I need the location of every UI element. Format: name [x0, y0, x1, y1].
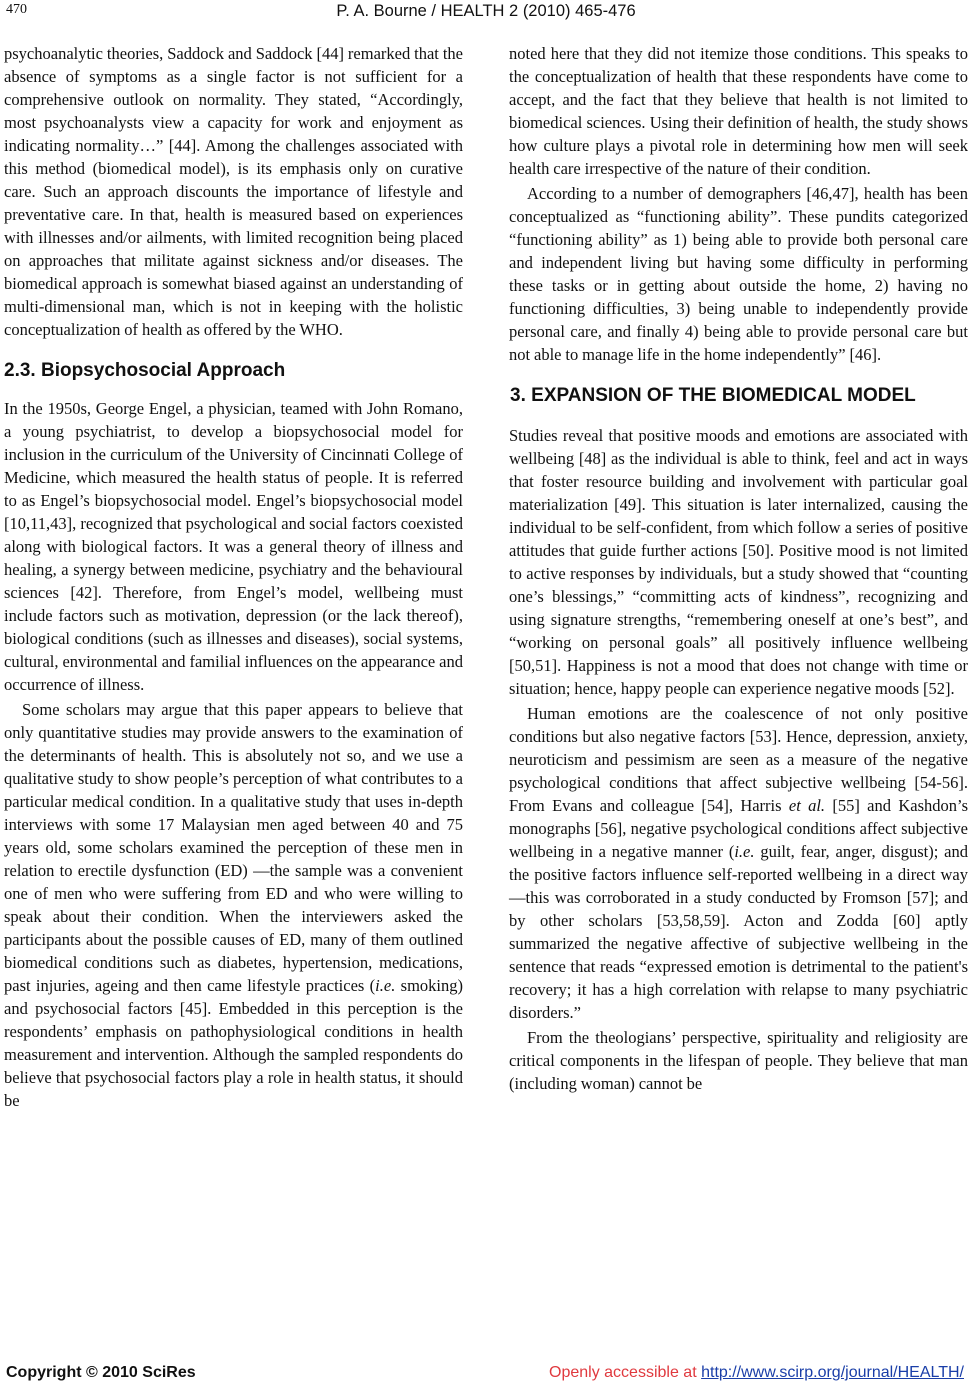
text-run: guilt, fear, anger, disgust); and the positive factors influence self-reported wellbeing in a direct way—this was corroborated in a study conducted by Fromson [57]; and by other scholars [53,58,59]. Acton and Zodda [60] aptly summarized the negative affective of subjective wellbeing in the sentence that reads “expressed emotion is detrimental to the patient's recovery; it has a high correlation with relapse to many psychiatric disorders.”: [509, 842, 968, 1022]
copyright-notice: Copyright © 2010 SciRes: [6, 1364, 196, 1381]
italic-text: i.e.: [375, 976, 396, 995]
section-heading: 2.3. Biopsychosocial Approach: [4, 360, 286, 381]
paragraph: [509, 702, 968, 1024]
italic-text: et al.: [788, 796, 826, 815]
journal-link[interactable]: http://www.scirp.org/journal/HEALTH/: [701, 1364, 964, 1381]
italic-text: i.e.: [734, 842, 755, 861]
text-run: smoking) and psychosocial factors [45]. Embedded in this perception is the respondents’ emphasis on pathophysiological conditions in health measurement and intervention. Although the sampled respondents do believe that psychosocial factors play a role in health status, it should be: [4, 976, 463, 1110]
paragraph: From the theologians’ perspective, spirituality and religiosity are critical components in the lifespan of people. They believe that man (including woman) cannot be: [509, 1028, 968, 1093]
text-run: Human emotions are the coalescence of not only positive conditions but also negative factors [53]. Hence, depression, anxiety, neuroticism and pessimism are seen as a measure of the negative psychological conditions that affect subjective wellbeing [54-56]. From Evans and colleague [54], Harris: [509, 704, 968, 815]
paragraph: Studies reveal that positive moods and emotions are associated with wellbeing [48] as the individual is able to think, feel and act in ways that foster resource building and involvement with particular goal materialization [49]. This situation is later internalized, causing the individual to be self-confident, from which follow a series of positive attitudes that guide further actions [50]. Positive mood is not limited to active responses by individuals, but a study showed that “counting one’s blessings,” “committing acts of kindness”, recognizing and using signature strengths, “remembering oneself at one’s best”, and “working on personal goals” all positively influence wellbeing [50,51]. Happiness is not a mood that does not change with time or situation; hence, happy people can experience negative moods [52].: [509, 426, 968, 698]
paragraph: psychoanalytic theories, Saddock and Saddock [44] remarked that the absence of symptoms as a single factor is not sufficient for a comprehensive outlook on normality. They stated, “Accordingly, most psychoanalysts view a capacity for work and enjoyment as indicating normality…” [44]. Among the challenges associated with this method (biomedical model), is its emphasis only on curative care. Such an approach discounts the importance of lifestyle and preventative care. In that, health is measured based on experiences with illnesses and/or ailments, with limited recognition being placed on approaches that militate against sickness and/or diseases. The biomedical approach is somewhat biased against an understanding of multi-dimensional man, which is not in keeping with the holistic conceptualization of health as offered by the WHO.: [4, 44, 463, 339]
access-label: Openly accessible at: [549, 1364, 702, 1381]
section-heading: [509, 382, 968, 410]
page-header: [0, 0, 972, 26]
right-column: [509, 42, 968, 1095]
paragraph: According to a number of demographers [46,47], health has been conceptualized as “functioning ability”. These pundits categorized “functioning ability” as 1) being able to provide both personal care and independent living but having some difficulty in performing these tasks or in getting about outside the home, 2) having no functioning difficulties, 3) being unable to independently provide personal care, and finally 4) being able to provide personal care but not able to manage life in the home independently” [46].: [509, 184, 968, 364]
text-run: Some scholars may argue that this paper appears to believe that only quantitative studies may provide answers to the examination of the determinants of health. This is absolutely not so, and we use a qualitative study to show people’s perception of what contributes to a particular medical condition. In a qualitative study that uses in-depth interviews with some 17 Malaysian men aged between 40 and 75 years old, some scholars examined the perception of these men in relation to erectile dysfunction (ED) —the sample was a convenient one of men who were suffering from ED and who were willing to speak about their condition. When the interviewers asked the participants about the possible causes of ED, many of them outlined biomedical conditions such as diabetes, hypertension, medications, past injuries, ageing and then came lifestyle practices (: [4, 700, 463, 995]
paragraph: In the 1950s, George Engel, a physician, teamed with John Romano, a young psychiatrist, to develop a biopsychosocial model for inclusion in the curriculum of the University of Cincinnati College of Medicine, which measured the health status of people. It is referred to as Engel’s biopsychosocial model. Engel’s biopsychosocial model [10,11,43], recognized that psychological and social factors coexisted along with biological factors. It was a general theory of illness and healing, a synergy between medicine, psychiatry and the behavioural sciences [42]. Therefore, from Engel’s model, wellbeing must include factors such as motivation, depression (or the lack thereof), biological conditions (such as illnesses and diseases), social systems, cultural, environmental and familial influences on the appearance and occurrence of illness.: [4, 399, 463, 694]
paragraph: [4, 698, 463, 1112]
section-title: EXPANSION OF THE BIOMEDICAL MODEL: [531, 385, 916, 406]
section-number: 3.: [510, 385, 526, 406]
page-number: 470: [6, 2, 27, 17]
page-footer: [0, 1364, 972, 1388]
left-column: [4, 42, 463, 1112]
running-head: P. A. Bourne / HEALTH 2 (2010) 465-476: [336, 2, 636, 20]
text-run: [55] and Kashdon’s monographs [56], negative psychological conditions affect subjective wellbeing in a negative manner (: [509, 796, 968, 861]
open-access-notice: [549, 1364, 964, 1382]
paragraph: noted here that they did not itemize those conditions. This speaks to the conceptualization of health that these respondents have come to accept, and the fact that they believe that health is not limited to biomedical sciences. Using their definition of health, the study shows how culture plays a pivotal role in determining how men will seek health care irrespective of the nature of their condition.: [509, 44, 968, 178]
